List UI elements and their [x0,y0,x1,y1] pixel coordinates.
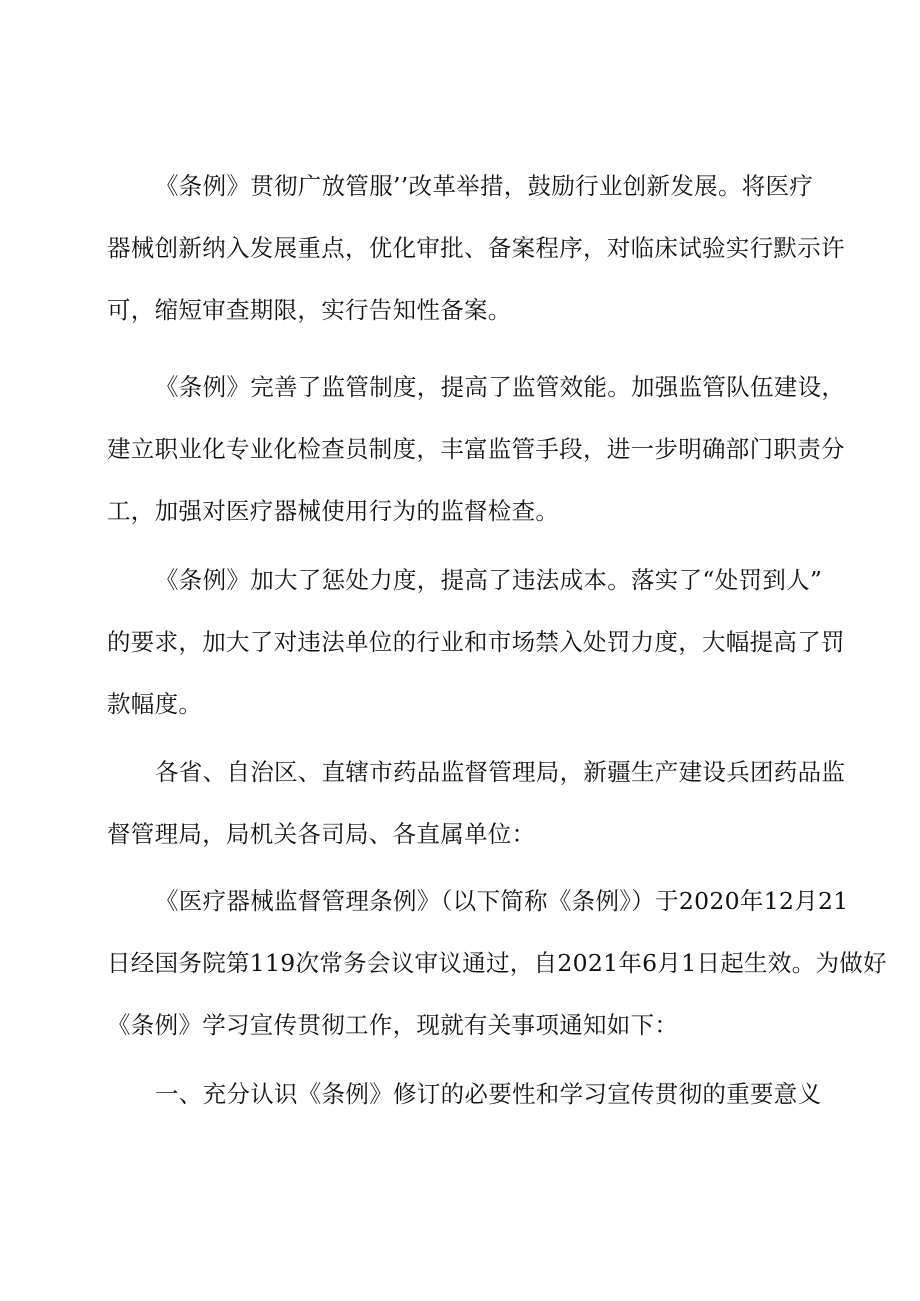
text-line: 各省、自治区、直辖市药品监督管理局，新疆生产建设兵团药品监 [155,758,846,786]
text-line: 《条例》完善了监管制度，提高了监管效能。加强监管队伍建设， [155,373,846,401]
text-line: 《条例》学习宣传贯彻工作，现就有关事项通知如下： [107,1011,679,1039]
paragraph-addressees [107,741,846,865]
paragraph-penalties [107,549,845,735]
text-line: 日经国务院第119次常务会议审议通过，自2021年6月1日起生效。为做好 [107,949,887,977]
text-line: 器械创新纳入发展重点，优化审批、备案程序，对临床试验实行默示许 [107,234,845,262]
text-line: 可，缩短审查期限，实行告知性备案。 [107,296,512,324]
paragraph-notice [107,870,887,1056]
text-line: 《条例》贯彻广放管服’’改革举措，鼓励行业创新发展。将医疗 [155,172,814,200]
text-line: 款幅度。 [107,690,203,718]
paragraph-supervision [107,356,846,542]
text-line: 督管理局，局机关各司局、各直属单位： [107,820,536,848]
text-line: 工，加强对医疗器械使用行为的监督检查。 [107,497,560,525]
text-line: 的要求，加大了对违法单位的行业和市场禁入处罚力度，大幅提高了罚 [107,628,845,656]
text-line: 《条例》加大了惩处力度，提高了违法成本。落实了“处罚到人” [155,566,823,594]
paragraph-innovation [107,155,845,341]
text-line: 一、充分认识《条例》修订的必要性和学习宣传贯彻的重要意义 [155,1080,822,1108]
text-line: 《医疗器械监督管理条例》（以下简称《条例》）于2020年12月21 [155,887,849,915]
text-line: 建立职业化专业化检查员制度，丰富监管手段，进一步明确部门职责分 [107,435,845,463]
section-heading [107,1063,827,1125]
